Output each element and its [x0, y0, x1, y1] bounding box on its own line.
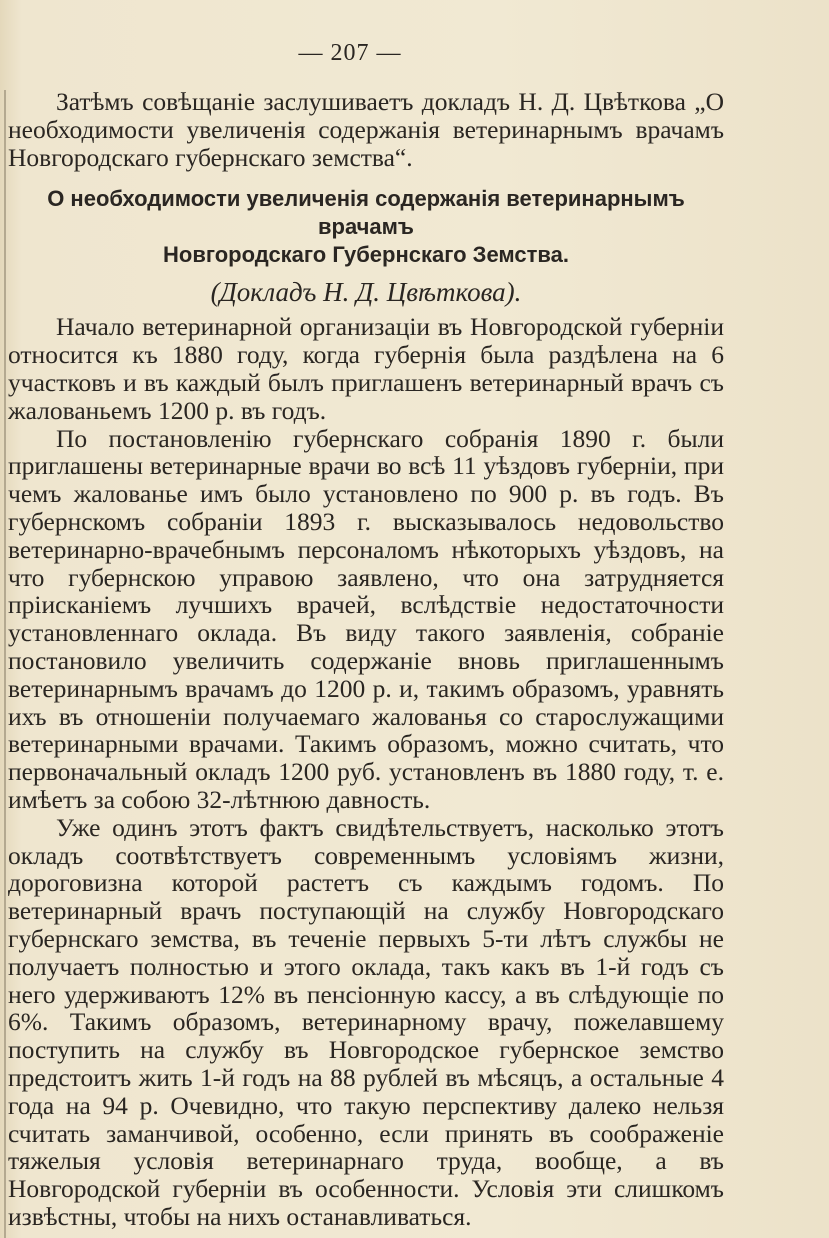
- report-title-line-2: Новгородскаго Губернскаго Земства.: [163, 242, 569, 268]
- report-title: [8, 185, 724, 269]
- page-edge-shadow: [4, 90, 6, 1238]
- body-paragraph-1: Начало ветеринарной организаціи въ Новгородской губерніи относится къ 1880 году, когда губернія была раздѣлена на 6 участковъ и въ каждый былъ приглашенъ ветеринарный врачъ съ жалованьемъ 1200 р. въ годъ.: [8, 312, 724, 425]
- report-author: (Докладъ Н. Д. Цвѣткова).: [210, 277, 522, 308]
- body-paragraph-2: По постановленію губернскаго собранія 1890 г. были приглашены ветеринарные врачи во всѣ 11 уѣздовъ губерніи, при чемъ жалованье имъ было установлено по 900 р. въ годъ. Въ губернскомъ собраніи 1893 г. высказывалось недовольство ветеринарно-врачебнымъ персоналомъ нѣкоторыхъ уѣздовъ, на что губернскою управою заявлено, что она затрудняется пріисканіемъ лучшихъ врачей, вслѣдствіе недостаточности установленнаго оклада. Въ виду такого заявленія, собраніе постановило увеличить содержаніе вновь приглашеннымъ ветеринарнымъ врачамъ до 1200 р. и, такимъ образомъ, уравнять ихъ въ отношеніи получаемаго жалованья со старослужащими ветеринарными врачами. Такимъ образомъ, можно считать, что первоначальный окладъ 1200 руб. установленъ въ 1880 году, т. е. имѣетъ за собою 32-лѣтнюю давность.: [8, 423, 724, 814]
- page-body: [8, 88, 724, 1231]
- report-title-line-1: О необходимости увеличенія содержанія ветеринарнымъ врачамъ: [47, 186, 685, 240]
- page-number: — 207 —: [298, 40, 402, 66]
- intro-paragraph: Затѣмъ совѣщаніе заслушиваетъ докладъ Н. Д. Цвѣткова „О необходимости увеличенія содержанія ветеринарнымъ врачамъ Новгородскаго губернскаго земства“.: [8, 87, 724, 172]
- body-paragraph-3: Уже одинъ этотъ фактъ свидѣтельствуетъ, насколько этотъ окладъ соотвѣтствуетъ современнымъ условіямъ жизни, дороговизна которой растетъ съ каждымъ годомъ. По ветеринарный врачъ поступающій на службу Новгородскаго губернскаго земства, въ теченіе первыхъ 5-ти лѣтъ службы не получаетъ полностью и этого оклада, такъ какъ въ 1-й годъ съ него удерживаютъ 12% въ пенсіонную кассу, а въ слѣдующіе по 6%. Такимъ образомъ, ветеринарному врачу, пожелавшему поступить на службу въ Новгородское губернское земство предстоитъ жить 1-й годъ на 88 рублей въ мѣсяцъ, а остальные 4 года на 94 р. Очевидно, что такую перспективу далеко нельзя считать заманчивой, особенно, если принять въ соображеніе тяжелыя условія ветеринарнаго труда, вообще, а въ Новгородской губерніи въ особенности. Условія эти слишкомъ извѣстны, чтобы на нихъ останавливаться.: [8, 812, 724, 1231]
